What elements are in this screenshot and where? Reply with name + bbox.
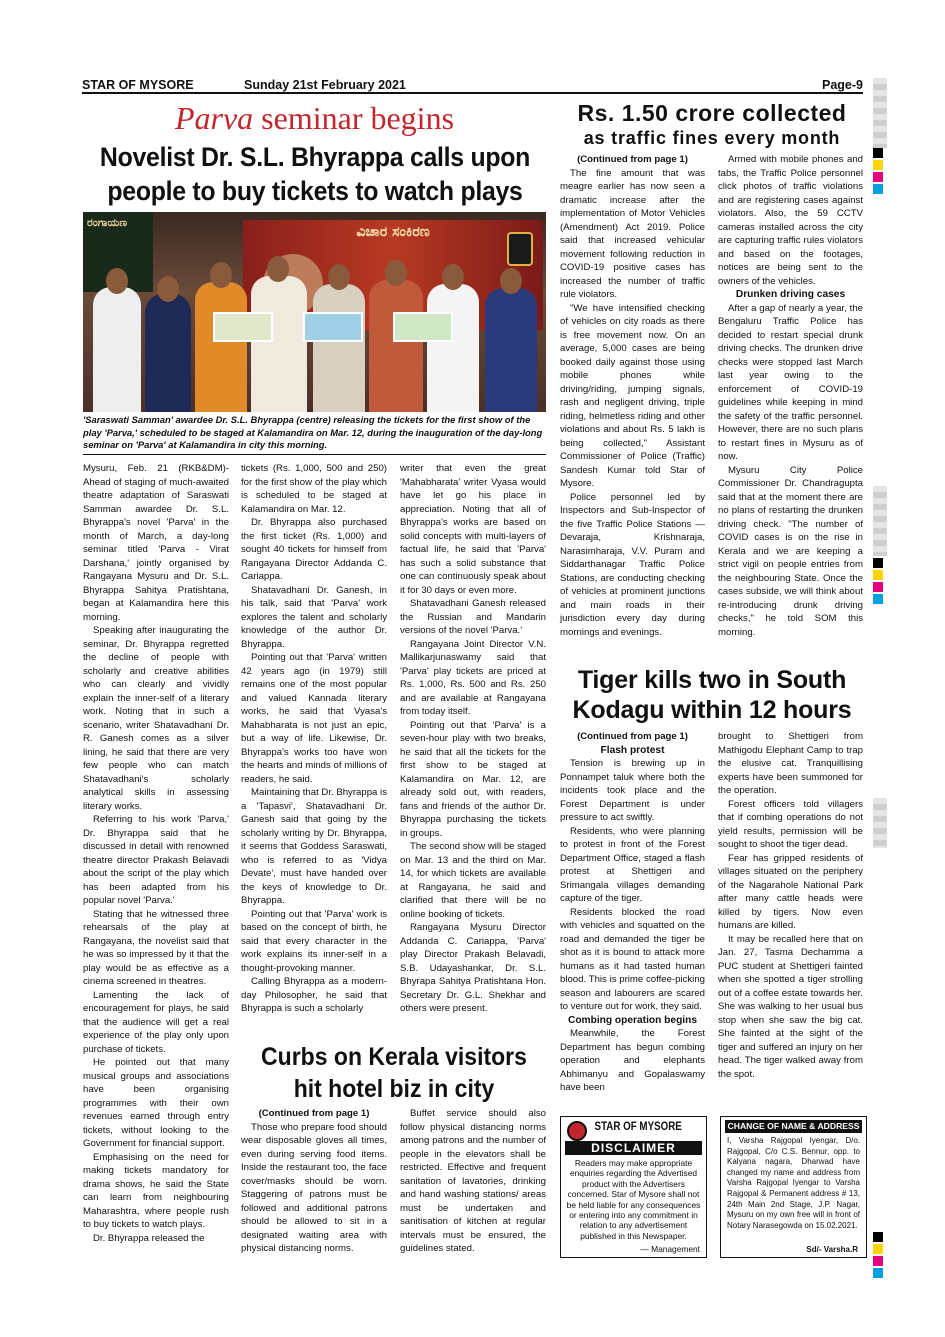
registration-strip	[873, 78, 887, 148]
disclaimer-body: Readers may make appropriate enquiries regarding the Advertised product with the Advertisers concerned. Star of Mysore shall not be held liable for any consequences or entering into any commitment in relation to any advertisement published in this Newspaper.	[566, 1158, 701, 1241]
page-header	[82, 76, 863, 94]
photo-caption: 'Saraswati Samman' awardee Dr. S.L. Bhyrappa (centre) releasing the tickets for the first show of the play 'Parva,' scheduled to be staged at Kalamandira on Mar. 12, during the inauguration of the day-long seminar on 'Parva' at Kalamandira in city this morning.	[83, 414, 546, 455]
paragraph: Stating that he witnessed three rehearsals of the play at Rangayana, the novelist said that he was so impressed by it that the play would be as effective as a cinema screened in theatres.	[83, 908, 229, 987]
banner-text: ವಿಚಾರ ಸಂಕಿರಣ	[356, 224, 430, 240]
subheading: Drunken driving cases	[735, 289, 846, 300]
continued-note: (Continued from page 1)	[258, 1108, 370, 1119]
photo-sign: ರಂಗಾಯಣ	[83, 212, 153, 292]
traffic-column-1	[560, 153, 705, 639]
paragraph: Emphasising on the need for making tickets mandatory for drama shows, he said the State can learn from neighbouring Maharashtra, where people rush to buy tickets to watch plays.	[83, 1151, 229, 1230]
change-name-body: I, Varsha Rajgopal Iyengar, D/o. Rajgopal, C/o C.S. Bennur, opp. to Kalyana nagara, Dharwad have changed my name and address from Varsha Rajgopal Iyengar to Varsha Rajgopal & Permanent address # 13, 24th Main 2nd Stage, J.P. Nagar, Mysuru on my own free will in front of Notary Narasegowda on 15.02.2021.	[727, 1136, 860, 1230]
issue-date: Sunday 21st February 2021	[244, 78, 406, 92]
registration-strip	[873, 798, 887, 848]
page-number: Page-9	[822, 78, 863, 92]
parva-column-1	[83, 462, 229, 1245]
paragraph: Rangayana Mysuru Director Addanda C. Cariappa, 'Parva' play Director Prakash Belavadi, S.B. Udayashankar, Dr. S.L. Bhyrapa Sahitya Pratishtana Hon. Secretary Dr. G.L. Shekhar and others were present.	[400, 922, 546, 1014]
paragraph: Pointing out that 'Parva' written 42 years ago (in 1979) still remains one of the most popular and valued Kannada literary works, he said that Vyasa's Mahabharata is not just an epic, but a way of life. Likewise, Dr. Bhyrappa's works too have won the hearts and minds of millions of readers, he said.	[241, 652, 387, 785]
paragraph: Rangayana Joint Director V.N. Mallikarjunaswamy said that 'Parva' play tickets are priced at Rs. 1,000, Rs. 500 and Rs. 250 and are available at Rangayana from today itself.	[400, 638, 546, 717]
paragraph: Fear has gripped residents of villages situated on the periphery of the Nagarahole National Park after many cattle heads were killed by tigers. Now even humans are killed.	[718, 852, 863, 931]
continued-note: (Continued from page 1)	[577, 731, 688, 742]
disclaimer-title: DISCLAIMER	[565, 1141, 702, 1155]
continued-note: (Continued from page 1)	[577, 154, 688, 165]
subheading: Combing operation begins	[567, 1014, 698, 1026]
paragraph: tickets (Rs. 1,000, 500 and 250) for the first show of the play which is scheduled to be staged at Kalamandira on Mar. 12.	[241, 463, 387, 515]
paragraph: Maintaining that Dr. Bhyrappa is a 'Tapasvi', Shatavadhani Dr. Ganesh said that going by the scholarly writing by Dr. Bhyrappa, it seems that Goddess Saraswati, who is referred to as 'Vidya Devate', must have handed over the keys of knowledge to Dr. Bhyrappa.	[241, 787, 387, 906]
tiger-headline-line1: Tiger kills two in South	[577, 666, 847, 694]
subheading: Flash protest	[600, 744, 665, 756]
paragraph: Pointing out that 'Parva' work is based on the concept of birth, he said that every character in the work explains its inner-self in a thought-provoking manner.	[241, 908, 387, 974]
paragraph: Residents, who were planning to protest in front of the Forest Department Office, staged a flash protest at Shettigeri and Srimangala villages demanding capture of the tiger.	[560, 825, 705, 904]
paragraph: Buffet service should also follow physical distancing norms among patrons and the number of people in the elevators shall be restricted. Effective and frequent sanitation of lavatories, drinking and hand washing stations/ areas must be undertaken and sanitisation of kitchen at regular intervals must be ensured, the guidelines stated.	[400, 1108, 546, 1254]
change-name-title: CHANGE OF NAME & ADDRESS	[725, 1120, 862, 1133]
kerala-headline-line1: Curbs on Kerala visitors	[261, 1043, 527, 1071]
paragraph: It may be recalled here that on Jan. 27, Tasma Dechamma a PUC student at Shettigeri fainted when she spotted a tiger strolling out of a coffee estate towards her. She was walking to her usual bus stop when she saw the big cat. She fainted at the sight of the tiger and suffered an injury on her head. The tiger walked away from the spot.	[718, 933, 863, 1080]
paragraph: Shatavadhani Dr. Ganesh, in his talk, said that 'Parva' work explores the talent and scholarly knowledge of the author Dr. Bhyrappa.	[241, 584, 387, 650]
paragraph: "We have intensified checking of vehicles on city roads as there is free movement now. On an average, 5,000 cases are being booked daily against those using mobile phones while driving/riding, jumping signals, rash and negligent driving, triple riding, helmetless riding and other violations and about Rs. 5 lakh is being collected," Assistant Commissioner of Police (Traffic) Sandesh Kumar told Star of Mysore.	[560, 302, 705, 489]
paragraph: Referring to his work 'Parva,' Dr. Bhyrappa said that he discussed in detail with renowned theatre director Prakash Belavadi about the script of the play which has been adapted from his popular novel 'Parva.'	[83, 814, 229, 906]
paragraph: Those who prepare food should wear disposable gloves all times, even during serving food items. Inside the restaurant too, the face cover/masks should be worn. Staggering of patrons must be followed and additional patrons should be allowed to sit in a designated waiting area with physical distancing norms.	[241, 1121, 387, 1254]
change-of-name-box	[720, 1116, 867, 1258]
kerala-column-2	[400, 1107, 546, 1256]
paragraph: Dr. Bhyrappa also purchased the first ticket (Rs. 1,000) and sought 40 tickets for himself from Rangayana Director Addanda C. Cariappa.	[241, 517, 387, 582]
tiger-column-2	[718, 730, 863, 1081]
parva-headline-line1: Novelist Dr. S.L. Bhyrappa calls upon	[99, 142, 531, 172]
parva-column-3	[400, 462, 546, 1016]
paragraph: Dr. Bhyrappa released the	[93, 1232, 205, 1244]
kicker-rest: seminar begins	[253, 100, 455, 136]
kerala-headline-line2: hit hotel biz in city	[293, 1075, 495, 1103]
paragraph: Tension is brewing up in Ponnampet taluk where both the incidents took place and the Forest Department is under pressure to act swiftly.	[560, 758, 705, 823]
paragraph: Police personnel led by Inspectors and Sub-Inspector of the five Traffic Police Stations — Devaraja, Krishnaraja, Narasimharaja, V.V. Puram and Siddarthanagar Traffic Police Stations, are conducting checking of vehicles at prominent junctions and main roads in their jurisdiction every day during mornings and evenings.	[560, 491, 705, 638]
parva-column-2	[241, 462, 387, 1016]
paragraph: Speaking after inaugurating the seminar, Dr. Bhyrappa regretted the decline of people with scholarly and creative abilities who can clearly and vividly explain the inner-self of a literary work. Noting that in such a scenario, writer Shatavadhani Dr. R. Ganesh comes as a silver lining, he said that there are very few people who can match Shatavadhani's scholarly analytical skills in assessing literary works.	[83, 625, 229, 812]
paragraph: Forest officers told villagers that if combing operations do not yield results, permission will be sought to shoot the tiger dead.	[718, 798, 863, 850]
tiger-headline-line2: Kodagu within 12 hours	[572, 696, 852, 724]
traffic-headline-line1: Rs. 1.50 crore collected	[577, 100, 847, 126]
kerala-column-1	[241, 1107, 387, 1256]
disclaimer-box	[560, 1116, 707, 1258]
traffic-headline-line2: as traffic fines every month	[583, 128, 841, 148]
paragraph: Residents blocked the road with vehicles and squatted on the road and demanded the tiger be shot as it is bound to attack more humans as it had tasted human blood. This is prime coffee-picking season and labourers are scared to venture out for work, they said.	[560, 906, 705, 1012]
paragraph: Mysuru City Police Commissioner Dr. Chandragupta said that at the moment there are no plans of restarting the drunken driving check. "The number of COVID cases is on the rise in Kerala and we are keeping a strict vigil on people entries from the neighbouring State. Once the cases subside, we will think about re-introducing drunk driving checks," he told SOM this morning.	[718, 464, 863, 638]
paragraph: The fine amount that was meagre earlier has now seen a dramatic increase after the implementation of Motor Vehicles (Amendment) Act 2019. Police said that increased vehicular movement following reduction in COVID-19 positive cases has increased the number of traffic rule violators.	[560, 167, 705, 300]
parva-kicker	[83, 100, 546, 137]
paragraph: Calling Bhyrappa as a modern-day Philosopher, he said that Bhyrappa is such a scholarly	[241, 976, 387, 1014]
paragraph: Pointing out that 'Parva' is a seven-hour play with two breaks, he said that all the tickets for the first show to be staged at Kalamandira on Mar. 12, are already sold out, with readers, fans and friends of the author Dr. Bhyrappa purchasing the tickets in groups.	[400, 719, 546, 839]
registration-strip	[873, 486, 887, 556]
change-name-sign: Sd/- Varsha.R	[806, 1245, 858, 1254]
tiger-column-1	[560, 730, 705, 1095]
event-photo	[83, 212, 546, 412]
paragraph: After a gap of nearly a year, the Bengaluru Traffic Police has decided to restart special drunk driving checks. The drunken drive checks were stopped last March last year owing to the enforcement of COVID-19 guidelines while keeping in mind the safety of the traffic personnel. However, there are no such plans to restart fines in Mysuru as of now.	[718, 302, 863, 462]
paragraph: writer that even the great 'Mahabharata' writer Vyasa would have let go his place in appreciation. Noting that all of Bhyrappa's works are based on solid concepts with multi-layers of factual life, he said that 'Parva' has such a solid substance that one can continuously speak about it for 30 days or even more.	[400, 463, 546, 596]
paragraph: Meanwhile, the Forest Department has begun combing operation and elephants Abhimanyu and Gopalaswamy have been	[560, 1028, 705, 1093]
paragraph: Mysuru, Feb. 21 (RKB&DM)-Ahead of staging of much-awaited theatre adaptation of Saraswati Samman awardee Dr. S.L. Bhyrappa's novel 'Parva' in the month of March, a day-long seminar titled 'Parva - Virat Darshana,' jointly organised by Rangayana Mysuru and Dr. S.L. Bhyrappa Sahitya Pratishtana, began at Kalamandira here this morning.	[83, 463, 229, 623]
paragraph: brought to Shettigeri from Mathigodu Elephant Camp to trap the elusive cat. Tranquillising experts have been summoned for the operation.	[718, 731, 863, 796]
paragraph: He pointed out that many musical groups and associations have been organising programmes with their own revenues earned through entry tickets, without looking to the Government for financial support.	[83, 1057, 229, 1149]
kicker-italic: Parva	[174, 100, 254, 136]
disclaimer-sign: — Management	[640, 1244, 700, 1254]
paragraph: Shatavadhani Ganesh released the Russian and Mandarin versions of the novel 'Parva.'	[400, 598, 546, 636]
paragraph: Armed with mobile phones and tabs, the Traffic Police personnel click photos of traffic violations and are registering cases against violators. Also, the 59 CCTV cameras installed across the city are capturing traffic rules violators and based on the footages, notices are being sent to the owners of the vehicles.	[718, 154, 863, 287]
traffic-column-2	[718, 153, 863, 639]
paragraph: The second show will be staged on Mar. 13 and the third on Mar. 14, for which tickets are available at Rangayana, he said and clarified that there will be no online booking of tickets.	[400, 841, 546, 920]
paragraph: Lamenting the lack of encouragement for plays, he said that the audience will get a real experience of the play only upon purchase of tickets.	[83, 989, 229, 1055]
disclaimer-brand: STAR OF MYSORE	[594, 1121, 682, 1133]
brand-logo-icon	[567, 1121, 587, 1141]
paper-name: STAR OF MYSORE	[82, 78, 194, 92]
parva-headline-line2: people to buy tickets to watch plays	[107, 176, 523, 206]
